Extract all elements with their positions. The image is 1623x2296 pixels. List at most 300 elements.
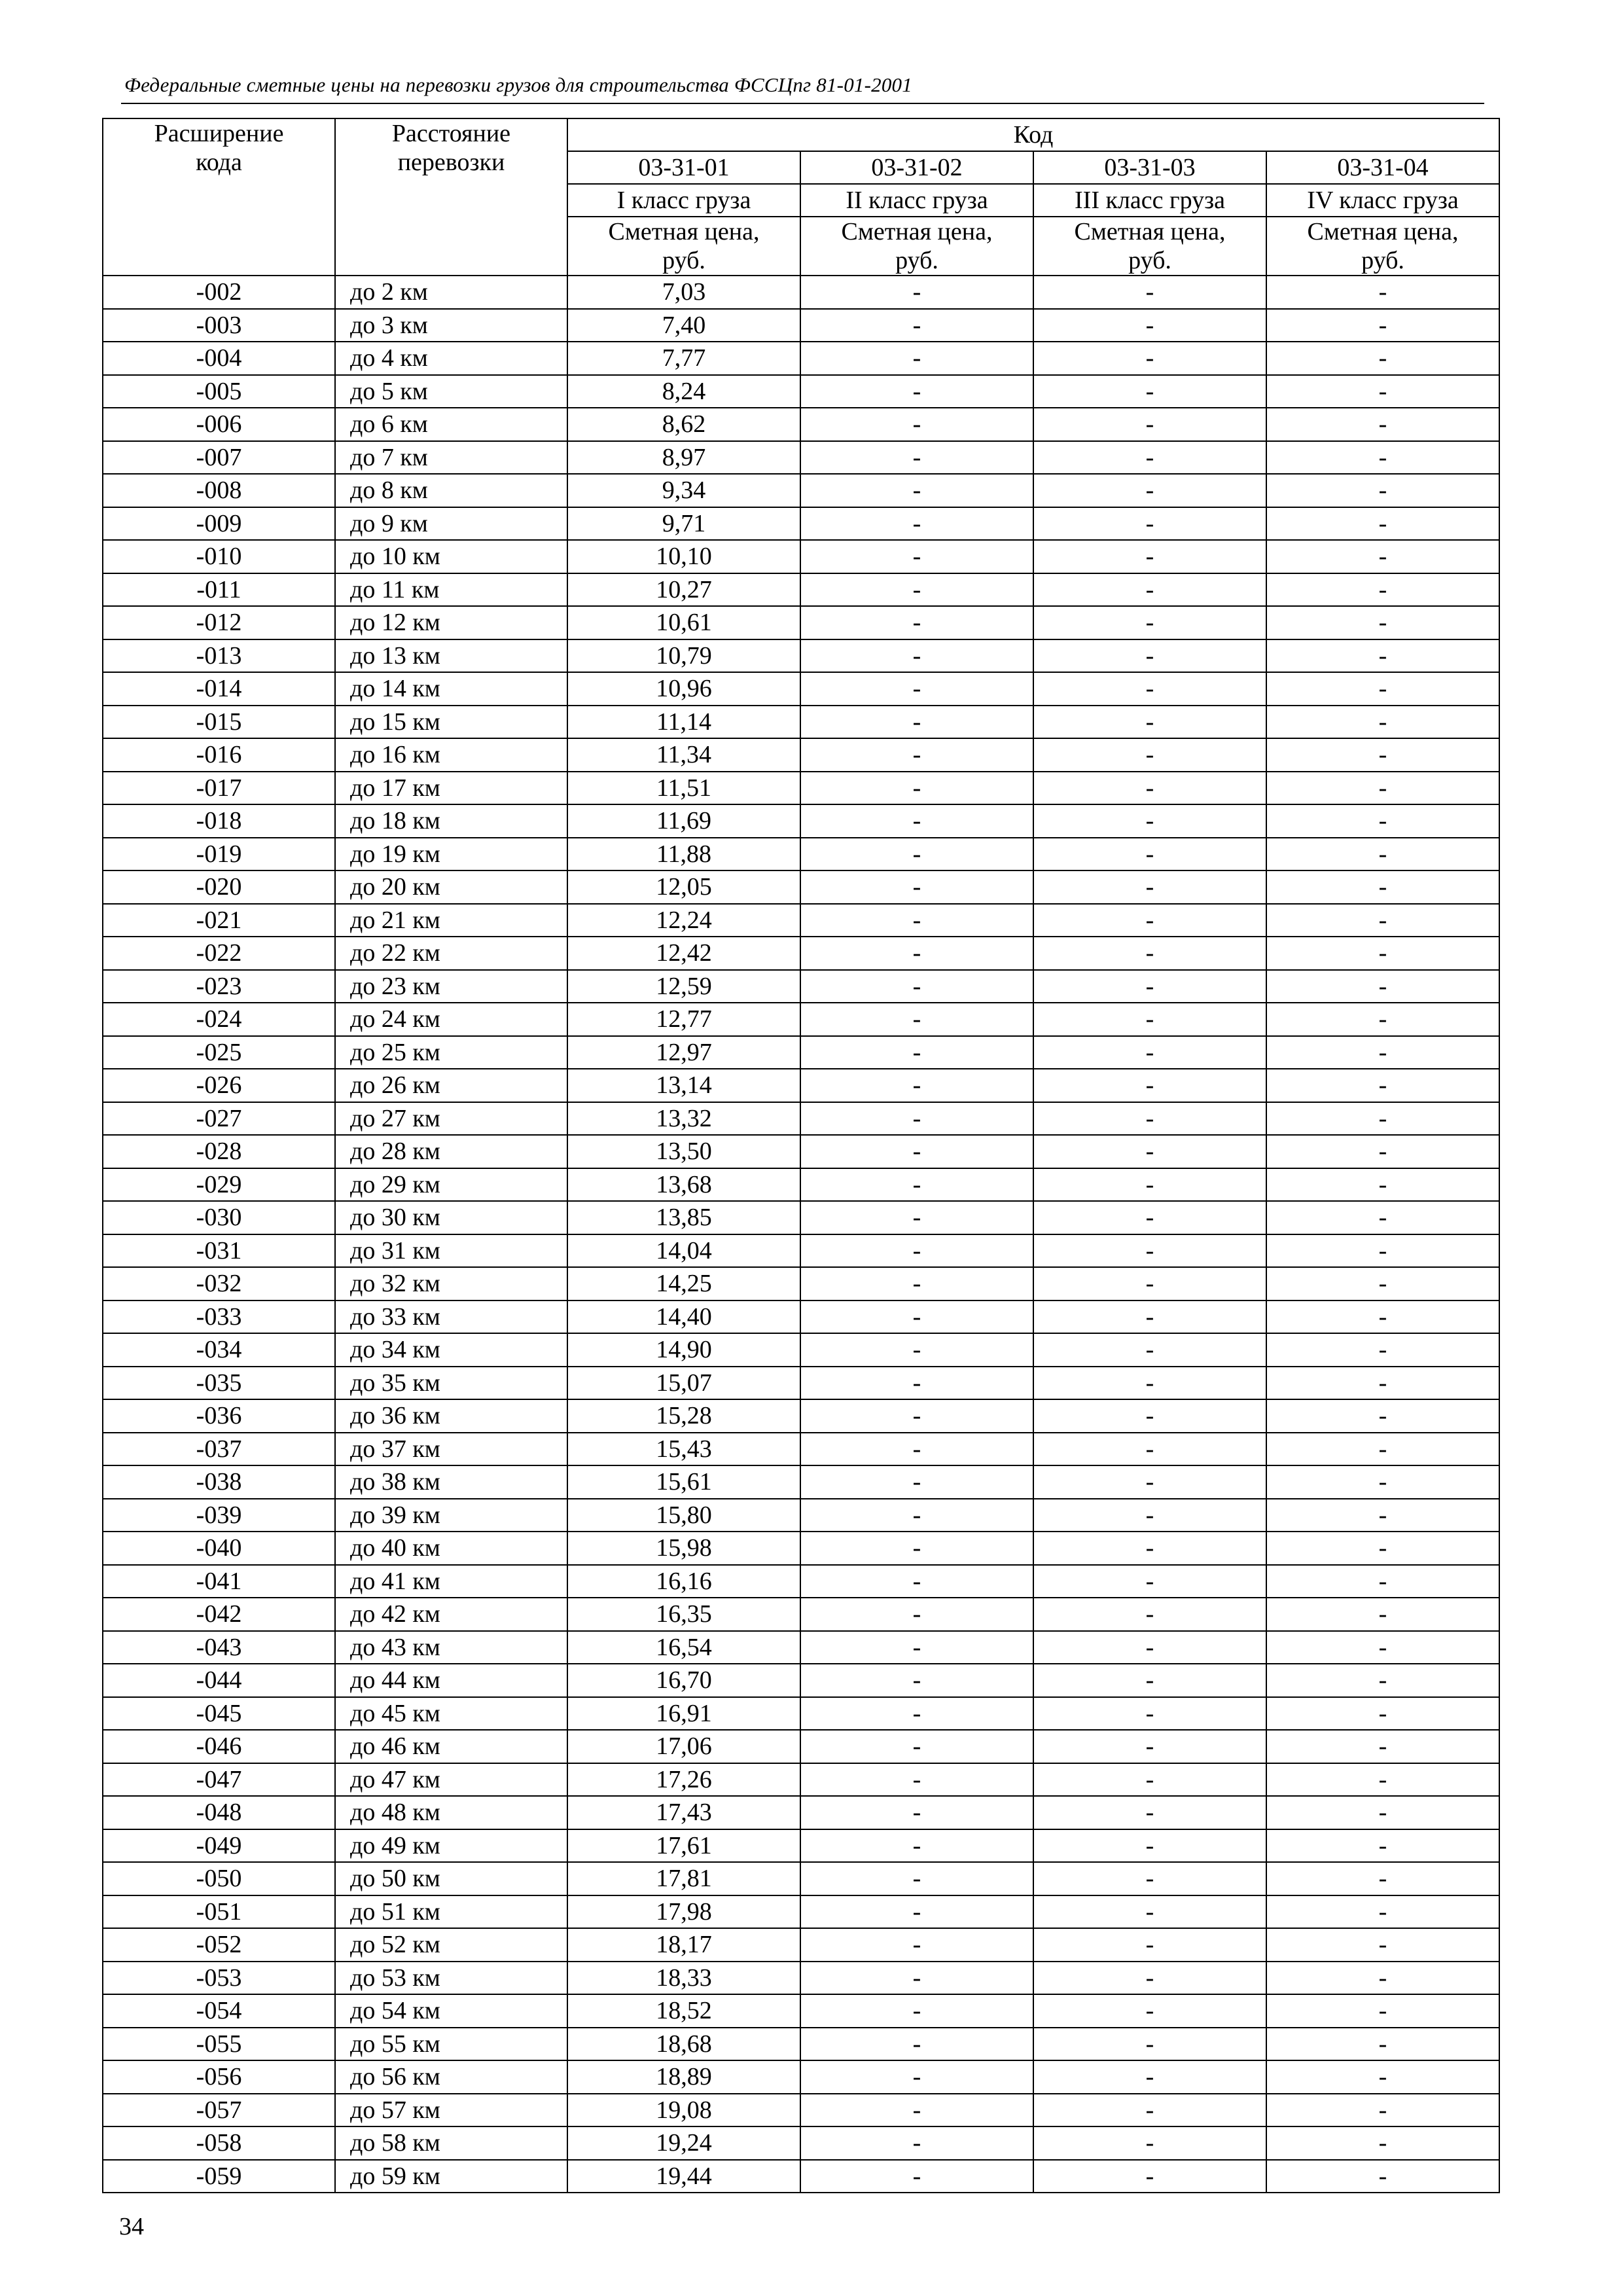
table-row xyxy=(103,1994,1499,2028)
cargo-class-header: IV класс груза xyxy=(1266,184,1499,217)
code-extension-cell: -047 xyxy=(103,1763,335,1797)
price-cell-class-2: - xyxy=(800,970,1033,1003)
table-row xyxy=(103,1333,1499,1367)
distance-cell: до 4 км xyxy=(335,342,567,375)
code-extension-cell: -027 xyxy=(103,1102,335,1136)
price-cell-class-1: 17,81 xyxy=(567,1862,800,1895)
table-row xyxy=(103,540,1499,573)
price-cell-class-3: - xyxy=(1033,838,1266,871)
code-extension-cell: -045 xyxy=(103,1697,335,1731)
price-cell-class-3: - xyxy=(1033,738,1266,772)
table-row xyxy=(103,474,1499,507)
table-row xyxy=(103,1962,1499,1995)
price-cell-class-1: 17,98 xyxy=(567,1895,800,1929)
price-cell-class-4: - xyxy=(1266,870,1499,904)
distance-cell: до 43 км xyxy=(335,1631,567,1664)
code-extension-cell: -003 xyxy=(103,309,335,342)
code-extension-cell: -053 xyxy=(103,1962,335,1995)
price-cell-class-4: - xyxy=(1266,1631,1499,1664)
code-extension-cell: -037 xyxy=(103,1433,335,1466)
price-cell-class-3: - xyxy=(1033,937,1266,970)
price-cell-class-1: 18,17 xyxy=(567,1928,800,1962)
price-cell-class-3: - xyxy=(1033,1069,1266,1102)
price-cell-class-1: 7,03 xyxy=(567,276,800,309)
price-header-line1: Сметная цена, xyxy=(1074,218,1226,245)
table-row xyxy=(103,1069,1499,1102)
price-cell-class-1: 17,26 xyxy=(567,1763,800,1797)
price-cell-class-2: - xyxy=(800,1201,1033,1234)
table-row xyxy=(103,2060,1499,2094)
code-extension-cell: -031 xyxy=(103,1234,335,1268)
code-extension-cell: -017 xyxy=(103,772,335,805)
price-cell-class-1: 12,59 xyxy=(567,970,800,1003)
distance-cell: до 50 км xyxy=(335,1862,567,1895)
price-cell-class-4: - xyxy=(1266,1962,1499,1995)
price-cell-class-2: - xyxy=(800,1102,1033,1136)
price-cell-class-3: - xyxy=(1033,1730,1266,1763)
price-cell-class-4: - xyxy=(1266,1994,1499,2028)
price-cell-class-2: - xyxy=(800,1895,1033,1929)
distance-cell: до 49 км xyxy=(335,1829,567,1863)
price-cell-class-1: 17,06 xyxy=(567,1730,800,1763)
price-cell-class-4: - xyxy=(1266,1036,1499,1069)
price-cell-class-1: 12,24 xyxy=(567,904,800,937)
price-cell-class-3: - xyxy=(1033,1763,1266,1797)
price-cell-class-3: - xyxy=(1033,1399,1266,1433)
price-cell-class-2: - xyxy=(800,772,1033,805)
table-row xyxy=(103,1565,1499,1598)
price-cell-class-1: 19,24 xyxy=(567,2126,800,2160)
code-extension-cell: -019 xyxy=(103,838,335,871)
table-row xyxy=(103,2160,1499,2193)
code-extension-cell: -049 xyxy=(103,1829,335,1863)
price-cell-class-4: - xyxy=(1266,1367,1499,1400)
price-cell-class-1: 15,61 xyxy=(567,1465,800,1499)
price-cell-class-4: - xyxy=(1266,2028,1499,2061)
price-cell-class-4: - xyxy=(1266,2060,1499,2094)
price-cell-class-2: - xyxy=(800,309,1033,342)
distance-cell: до 47 км xyxy=(335,1763,567,1797)
distance-cell: до 40 км xyxy=(335,1532,567,1565)
price-cell-class-4: - xyxy=(1266,1598,1499,1631)
col-header-code-group: Код xyxy=(567,118,1499,151)
price-cell-class-3: - xyxy=(1033,1168,1266,1202)
distance-cell: до 32 км xyxy=(335,1267,567,1300)
price-cell-class-2: - xyxy=(800,1994,1033,2028)
col-header-code-extension xyxy=(103,118,335,276)
table-row xyxy=(103,639,1499,673)
table-row xyxy=(103,1135,1499,1168)
distance-cell: до 23 км xyxy=(335,970,567,1003)
code-extension-cell: -013 xyxy=(103,639,335,673)
price-cell-class-4: - xyxy=(1266,772,1499,805)
distance-cell: до 6 км xyxy=(335,408,567,441)
freight-price-table xyxy=(102,118,1500,2193)
code-extension-cell: -030 xyxy=(103,1201,335,1234)
price-cell-class-3: - xyxy=(1033,1135,1266,1168)
col-header-code-extension-line2: кода xyxy=(196,149,242,176)
distance-cell: до 26 км xyxy=(335,1069,567,1102)
price-cell-class-4: - xyxy=(1266,1664,1499,1697)
price-cell-class-3: - xyxy=(1033,309,1266,342)
price-cell-class-3: - xyxy=(1033,804,1266,838)
price-cell-class-2: - xyxy=(800,342,1033,375)
distance-cell: до 37 км xyxy=(335,1433,567,1466)
code-extension-cell: -023 xyxy=(103,970,335,1003)
table-row xyxy=(103,441,1499,475)
distance-cell: до 35 км xyxy=(335,1367,567,1400)
table-row xyxy=(103,937,1499,970)
price-cell-class-4: - xyxy=(1266,1928,1499,1962)
price-cell-class-1: 13,32 xyxy=(567,1102,800,1136)
price-cell-class-1: 14,25 xyxy=(567,1267,800,1300)
table-row xyxy=(103,1036,1499,1069)
distance-cell: до 10 км xyxy=(335,540,567,573)
price-cell-class-1: 13,14 xyxy=(567,1069,800,1102)
price-cell-class-3: - xyxy=(1033,1631,1266,1664)
price-cell-class-2: - xyxy=(800,870,1033,904)
price-cell-class-2: - xyxy=(800,1763,1033,1797)
code-extension-cell: -016 xyxy=(103,738,335,772)
code-extension-cell: -040 xyxy=(103,1532,335,1565)
code-extension-cell: -026 xyxy=(103,1069,335,1102)
price-cell-class-2: - xyxy=(800,507,1033,541)
table-row xyxy=(103,2028,1499,2061)
price-cell-class-1: 13,85 xyxy=(567,1201,800,1234)
price-cell-class-2: - xyxy=(800,738,1033,772)
distance-cell: до 55 км xyxy=(335,2028,567,2061)
distance-cell: до 30 км xyxy=(335,1201,567,1234)
price-cell-class-1: 15,98 xyxy=(567,1532,800,1565)
price-cell-class-4: - xyxy=(1266,375,1499,408)
price-cell-class-4: - xyxy=(1266,1763,1499,1797)
price-cell-class-1: 18,68 xyxy=(567,2028,800,2061)
price-cell-class-3: - xyxy=(1033,1267,1266,1300)
price-cell-class-4: - xyxy=(1266,441,1499,475)
price-cell-class-4: - xyxy=(1266,1168,1499,1202)
price-cell-class-3: - xyxy=(1033,639,1266,673)
table-row xyxy=(103,408,1499,441)
price-cell-class-3: - xyxy=(1033,1862,1266,1895)
page-number: 34 xyxy=(119,2213,144,2240)
price-header-line2: руб. xyxy=(1361,247,1404,274)
table-row xyxy=(103,904,1499,937)
price-cell-class-4: - xyxy=(1266,1135,1499,1168)
price-cell-class-1: 14,40 xyxy=(567,1300,800,1334)
distance-cell: до 24 км xyxy=(335,1003,567,1036)
price-cell-class-4: - xyxy=(1266,2126,1499,2160)
code-extension-cell: -024 xyxy=(103,1003,335,1036)
price-cell-class-1: 10,10 xyxy=(567,540,800,573)
price-cell-class-4: - xyxy=(1266,804,1499,838)
table-row xyxy=(103,838,1499,871)
distance-cell: до 53 км xyxy=(335,1962,567,1995)
table-row xyxy=(103,1763,1499,1797)
price-cell-class-2: - xyxy=(800,1796,1033,1829)
price-cell-class-3: - xyxy=(1033,573,1266,607)
table-row xyxy=(103,1234,1499,1268)
table-row xyxy=(103,342,1499,375)
price-cell-class-2: - xyxy=(800,1267,1033,1300)
price-cell-class-4: - xyxy=(1266,1201,1499,1234)
table-header xyxy=(103,118,1499,276)
price-cell-class-2: - xyxy=(800,1003,1033,1036)
distance-cell: до 20 км xyxy=(335,870,567,904)
price-cell-class-1: 16,91 xyxy=(567,1697,800,1731)
table-row xyxy=(103,870,1499,904)
price-cell-class-4: - xyxy=(1266,1267,1499,1300)
price-cell-class-3: - xyxy=(1033,970,1266,1003)
price-cell-class-4: - xyxy=(1266,1499,1499,1532)
price-cell-class-2: - xyxy=(800,474,1033,507)
table-row xyxy=(103,606,1499,639)
distance-cell: до 14 км xyxy=(335,672,567,706)
table-row xyxy=(103,2094,1499,2127)
price-cell-class-2: - xyxy=(800,1730,1033,1763)
price-cell-class-2: - xyxy=(800,1565,1033,1598)
table-row xyxy=(103,772,1499,805)
table-row xyxy=(103,672,1499,706)
price-cell-class-1: 18,89 xyxy=(567,2060,800,2094)
price-header xyxy=(800,217,1033,276)
price-cell-class-4: - xyxy=(1266,937,1499,970)
price-cell-class-4: - xyxy=(1266,1234,1499,1268)
table-row xyxy=(103,1168,1499,1202)
price-cell-class-4: - xyxy=(1266,2094,1499,2127)
price-cell-class-3: - xyxy=(1033,1201,1266,1234)
price-cell-class-1: 13,50 xyxy=(567,1135,800,1168)
table-row xyxy=(103,573,1499,607)
price-cell-class-2: - xyxy=(800,1862,1033,1895)
code-extension-cell: -015 xyxy=(103,706,335,739)
price-cell-class-3: - xyxy=(1033,1102,1266,1136)
code-extension-cell: -010 xyxy=(103,540,335,573)
price-cell-class-1: 19,08 xyxy=(567,2094,800,2127)
distance-cell: до 44 км xyxy=(335,1664,567,1697)
price-cell-class-4: - xyxy=(1266,706,1499,739)
price-cell-class-3: - xyxy=(1033,1234,1266,1268)
code-extension-cell: -018 xyxy=(103,804,335,838)
price-cell-class-3: - xyxy=(1033,1598,1266,1631)
price-cell-class-4: - xyxy=(1266,1433,1499,1466)
price-cell-class-2: - xyxy=(800,672,1033,706)
distance-cell: до 42 км xyxy=(335,1598,567,1631)
price-cell-class-3: - xyxy=(1033,507,1266,541)
price-cell-class-3: - xyxy=(1033,1333,1266,1367)
price-cell-class-3: - xyxy=(1033,540,1266,573)
price-cell-class-4: - xyxy=(1266,408,1499,441)
distance-cell: до 27 км xyxy=(335,1102,567,1136)
price-header xyxy=(567,217,800,276)
price-cell-class-2: - xyxy=(800,2028,1033,2061)
price-cell-class-1: 9,71 xyxy=(567,507,800,541)
price-cell-class-3: - xyxy=(1033,706,1266,739)
code-extension-cell: -036 xyxy=(103,1399,335,1433)
code-extension-cell: -002 xyxy=(103,276,335,309)
price-cell-class-3: - xyxy=(1033,1697,1266,1731)
price-cell-class-1: 11,69 xyxy=(567,804,800,838)
code-extension-cell: -011 xyxy=(103,573,335,607)
price-cell-class-3: - xyxy=(1033,1994,1266,2028)
price-cell-class-4: - xyxy=(1266,1399,1499,1433)
table-row xyxy=(103,738,1499,772)
price-cell-class-4: - xyxy=(1266,904,1499,937)
table-row xyxy=(103,1267,1499,1300)
distance-cell: до 58 км xyxy=(335,2126,567,2160)
col-header-distance-line2: перевозки xyxy=(397,149,505,176)
distance-cell: до 9 км xyxy=(335,507,567,541)
price-header xyxy=(1266,217,1499,276)
price-cell-class-2: - xyxy=(800,408,1033,441)
price-cell-class-3: - xyxy=(1033,870,1266,904)
code-extension-cell: -055 xyxy=(103,2028,335,2061)
distance-cell: до 54 км xyxy=(335,1994,567,2028)
table-row xyxy=(103,1003,1499,1036)
price-cell-class-4: - xyxy=(1266,738,1499,772)
table-row xyxy=(103,507,1499,541)
price-cell-class-2: - xyxy=(800,1367,1033,1400)
distance-cell: до 45 км xyxy=(335,1697,567,1731)
distance-cell: до 29 км xyxy=(335,1168,567,1202)
distance-cell: до 28 км xyxy=(335,1135,567,1168)
price-cell-class-1: 16,35 xyxy=(567,1598,800,1631)
price-cell-class-2: - xyxy=(800,1168,1033,1202)
code-extension-cell: -035 xyxy=(103,1367,335,1400)
price-cell-class-2: - xyxy=(800,1697,1033,1731)
col-header-distance xyxy=(335,118,567,276)
code-extension-cell: -052 xyxy=(103,1928,335,1962)
price-cell-class-2: - xyxy=(800,2094,1033,2127)
price-cell-class-2: - xyxy=(800,1598,1033,1631)
price-cell-class-1: 16,54 xyxy=(567,1631,800,1664)
price-cell-class-4: - xyxy=(1266,1829,1499,1863)
cargo-class-header: II класс груза xyxy=(800,184,1033,217)
price-cell-class-1: 11,34 xyxy=(567,738,800,772)
distance-cell: до 2 км xyxy=(335,276,567,309)
price-cell-class-3: - xyxy=(1033,1664,1266,1697)
price-cell-class-2: - xyxy=(800,804,1033,838)
price-cell-class-1: 14,90 xyxy=(567,1333,800,1367)
table-row xyxy=(103,1829,1499,1863)
price-cell-class-1: 8,62 xyxy=(567,408,800,441)
code-extension-cell: -048 xyxy=(103,1796,335,1829)
code-extension-cell: -044 xyxy=(103,1664,335,1697)
price-cell-class-1: 15,07 xyxy=(567,1367,800,1400)
code-extension-cell: -058 xyxy=(103,2126,335,2160)
price-cell-class-3: - xyxy=(1033,672,1266,706)
price-cell-class-2: - xyxy=(800,2126,1033,2160)
code-extension-cell: -043 xyxy=(103,1631,335,1664)
price-cell-class-4: - xyxy=(1266,309,1499,342)
price-cell-class-1: 16,16 xyxy=(567,1565,800,1598)
table-row xyxy=(103,1598,1499,1631)
distance-cell: до 52 км xyxy=(335,1928,567,1962)
price-cell-class-3: - xyxy=(1033,1532,1266,1565)
price-cell-class-4: - xyxy=(1266,672,1499,706)
price-cell-class-2: - xyxy=(800,1234,1033,1268)
table-row xyxy=(103,1201,1499,1234)
price-cell-class-3: - xyxy=(1033,1565,1266,1598)
price-cell-class-1: 18,52 xyxy=(567,1994,800,2028)
price-cell-class-1: 10,61 xyxy=(567,606,800,639)
price-cell-class-3: - xyxy=(1033,1962,1266,1995)
distance-cell: до 57 км xyxy=(335,2094,567,2127)
price-cell-class-4: - xyxy=(1266,474,1499,507)
price-cell-class-1: 11,51 xyxy=(567,772,800,805)
table-body xyxy=(103,276,1499,2193)
code-extension-cell: -039 xyxy=(103,1499,335,1532)
price-cell-class-3: - xyxy=(1033,1829,1266,1863)
code-extension-cell: -004 xyxy=(103,342,335,375)
price-cell-class-4: - xyxy=(1266,276,1499,309)
price-cell-class-4: - xyxy=(1266,1895,1499,1929)
table-row xyxy=(103,804,1499,838)
distance-cell: до 7 км xyxy=(335,441,567,475)
code-extension-cell: -020 xyxy=(103,870,335,904)
price-cell-class-2: - xyxy=(800,276,1033,309)
price-cell-class-3: - xyxy=(1033,1465,1266,1499)
price-cell-class-1: 9,34 xyxy=(567,474,800,507)
price-cell-class-3: - xyxy=(1033,1895,1266,1929)
price-cell-class-4: - xyxy=(1266,1003,1499,1036)
price-cell-class-1: 15,80 xyxy=(567,1499,800,1532)
price-cell-class-2: - xyxy=(800,1499,1033,1532)
price-cell-class-4: - xyxy=(1266,1796,1499,1829)
code-header: 03-31-02 xyxy=(800,151,1033,184)
table-row xyxy=(103,1928,1499,1962)
price-cell-class-4: - xyxy=(1266,1465,1499,1499)
cargo-class-header: III класс груза xyxy=(1033,184,1266,217)
table-row xyxy=(103,1730,1499,1763)
price-cell-class-3: - xyxy=(1033,474,1266,507)
price-cell-class-3: - xyxy=(1033,342,1266,375)
table-row xyxy=(103,375,1499,408)
table-row xyxy=(103,1895,1499,1929)
code-extension-cell: -008 xyxy=(103,474,335,507)
table-row xyxy=(103,1433,1499,1466)
price-cell-class-3: - xyxy=(1033,904,1266,937)
price-cell-class-2: - xyxy=(800,375,1033,408)
price-cell-class-4: - xyxy=(1266,1532,1499,1565)
price-header-line2: руб. xyxy=(662,247,705,274)
price-cell-class-2: - xyxy=(800,937,1033,970)
price-cell-class-4: - xyxy=(1266,639,1499,673)
table-row xyxy=(103,1631,1499,1664)
code-extension-cell: -032 xyxy=(103,1267,335,1300)
price-cell-class-3: - xyxy=(1033,276,1266,309)
code-extension-cell: -056 xyxy=(103,2060,335,2094)
price-header xyxy=(1033,217,1266,276)
table-row xyxy=(103,1862,1499,1895)
price-cell-class-2: - xyxy=(800,1333,1033,1367)
price-cell-class-3: - xyxy=(1033,1433,1266,1466)
price-cell-class-4: - xyxy=(1266,970,1499,1003)
code-extension-cell: -028 xyxy=(103,1135,335,1168)
price-cell-class-1: 17,43 xyxy=(567,1796,800,1829)
distance-cell: до 48 км xyxy=(335,1796,567,1829)
code-extension-cell: -046 xyxy=(103,1730,335,1763)
price-cell-class-2: - xyxy=(800,1036,1033,1069)
price-cell-class-1: 8,97 xyxy=(567,441,800,475)
price-cell-class-1: 12,42 xyxy=(567,937,800,970)
table-row xyxy=(103,1399,1499,1433)
price-cell-class-3: - xyxy=(1033,1300,1266,1334)
distance-cell: до 8 км xyxy=(335,474,567,507)
price-cell-class-3: - xyxy=(1033,2028,1266,2061)
code-extension-cell: -038 xyxy=(103,1465,335,1499)
distance-cell: до 12 км xyxy=(335,606,567,639)
table-row xyxy=(103,1102,1499,1136)
